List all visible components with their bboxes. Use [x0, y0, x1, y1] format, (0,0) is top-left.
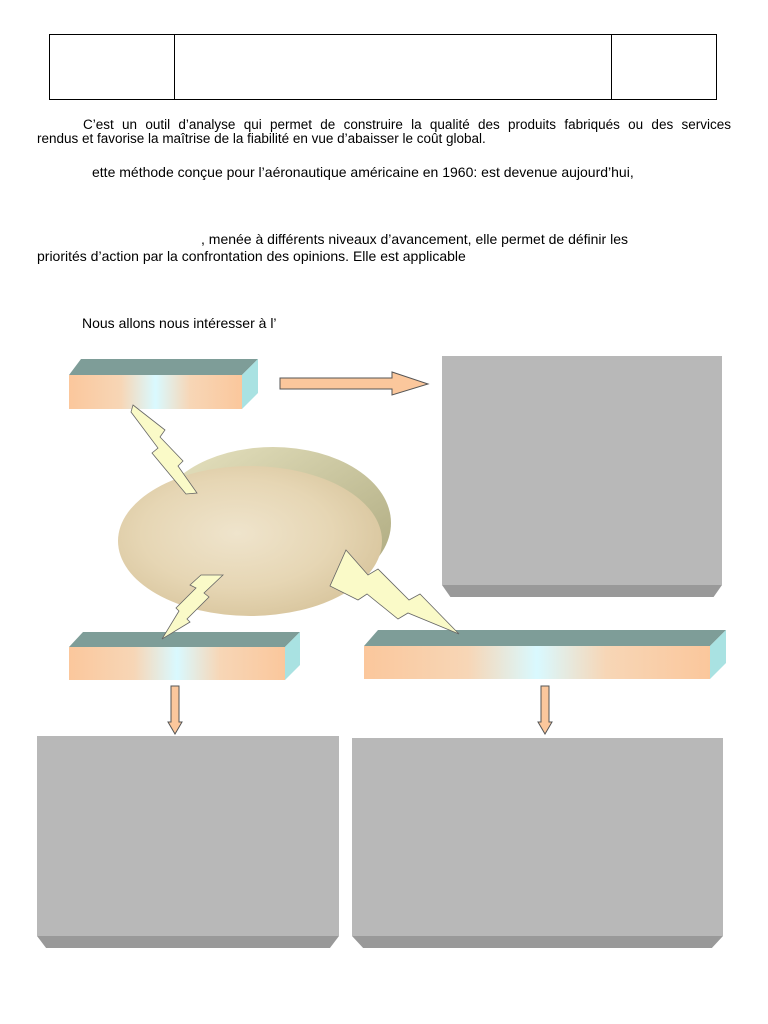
gray-box-bevel: [442, 585, 722, 597]
application-line-1: , menée à différents niveaux d’avancement, elle permet de définir les: [201, 231, 628, 247]
intro-line-2: rendus et favorise la maîtrise de la fiabilité en vue d’abaisser le coût global.: [37, 131, 486, 146]
gray-box-bottom-left: [37, 736, 339, 936]
focus-line: Nous allons nous intéresser à l’: [82, 315, 277, 331]
arrow-down-left: [167, 684, 183, 736]
gray-box-bevel: [352, 936, 723, 948]
arrow-right: [278, 370, 434, 398]
gray-box-top-right: [442, 356, 722, 585]
lightning-bolt-lower-left: [162, 575, 223, 639]
arrow-down-right: [537, 684, 553, 736]
intro-line-1: C’est un outil d’analyse qui permet de construire la qualité des produits fabriqués ou des services: [83, 117, 731, 132]
application-line-2: priorités d’action par la confrontation des opinions. Elle est applicable: [37, 248, 466, 264]
gray-box-bevel: [37, 936, 339, 948]
method-paragraph: ette méthode conçue pour l’aéronautique américaine en 1960: est devenue aujourd’hui,: [92, 164, 634, 180]
lightning-bolt-right: [330, 550, 459, 634]
gray-box-bottom-right: [352, 738, 723, 936]
lightning-bolt-top: [131, 405, 197, 494]
